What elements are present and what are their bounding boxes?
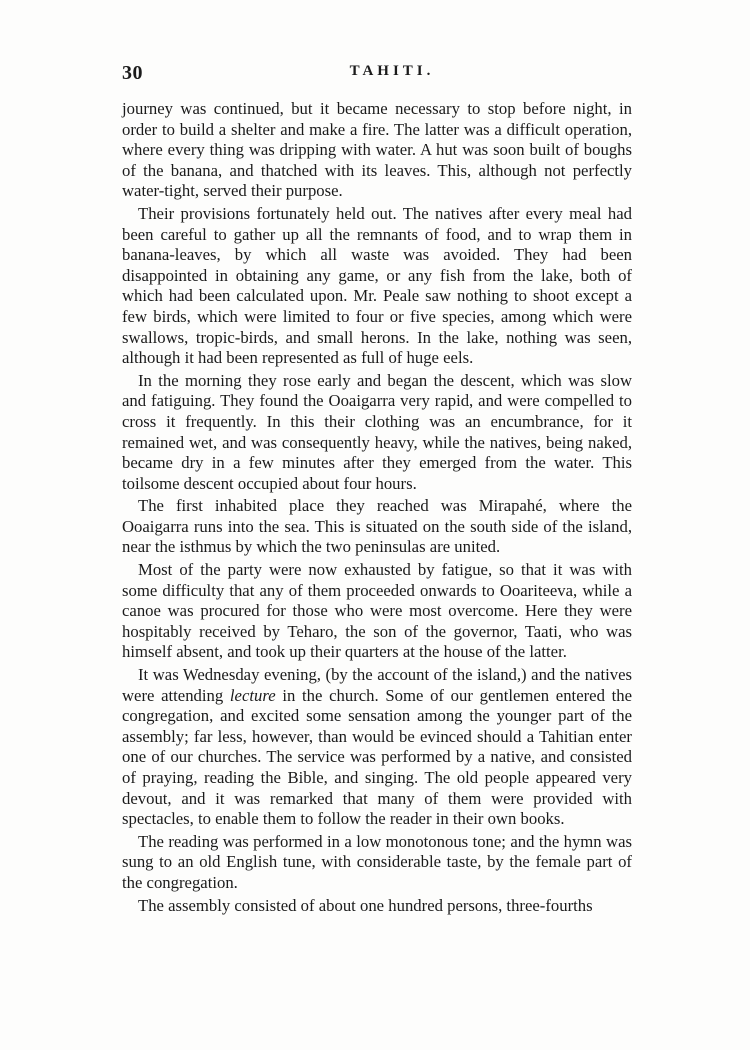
paragraph-3: In the morning they rose early and began the descent, which was slow and fatiguing. They found the Ooaigarra very rapid, and were compelled to cross it frequently. In this their clothing was an encumbrance, for it remained wet, and was consequently heavy, while the natives, being naked, became dry in a few minutes after they emerged from the water. This toilsome descent occupied about four hours. bbox=[122, 370, 632, 493]
paragraph-6-italic-word: lecture bbox=[229, 685, 276, 705]
page-number: 30 bbox=[122, 62, 143, 84]
paragraph-6-text-after: in the church. Some of our gentlemen entered the congregation, and excited some sensation among the younger part of the assembly; far less, however, than would be evinced should a Tahitian enter one of our churches. The service was performed by a native, and consisted of praying, reading the Bible, and singing. The old people appeared very devout, and it was remarked that many of them were provided with spectacles, to enable them to follow the reader in their own books. bbox=[122, 685, 632, 829]
paragraph-2: Their provisions fortunately held out. The natives after every meal had been careful to gather up all the remnants of food, and to wrap them in banana-leaves, by which all waste was avoided. They had been disappointed in obtaining any game, or any fish from the lake, both of which had been calculated upon. Mr. Peale saw nothing to shoot except a few birds, which were limited to four or five species, among which were swallows, tropic-birds, and small herons. In the lake, nothing was seen, although it had been represented as full of huge eels. bbox=[122, 203, 632, 368]
paragraph-6 bbox=[122, 665, 632, 830]
running-head: TAHITI. bbox=[349, 63, 435, 79]
paragraph-4: The first inhabited place they reached was Mirapahé, where the Ooaigarra runs into the sea. This is situated on the south side of the island, near the isthmus by which the two peninsulas are united. bbox=[122, 496, 632, 557]
paragraph-1: journey was continued, but it became necessary to stop before night, in order to build a shelter and make a fire. The latter was a difficult operation, where every thing was dripping with water. A hut was soon built of boughs of the banana, and thatched with its leaves. This, although not perfectly water-tight, served their purpose. bbox=[122, 99, 632, 201]
body-text bbox=[122, 99, 632, 916]
paragraph-8: The assembly consisted of about one hundred persons, three-fourths bbox=[138, 895, 593, 915]
paragraph-5: Most of the party were now exhausted by fatigue, so that it was with some difficulty that any of them proceeded onwards to Ooariteeva, while a canoe was procured for those who were most overcome. Here they were hospitably received by Teharo, the son of the governor, Taati, who was himself absent, and took up their quarters at the house of the latter. bbox=[122, 560, 632, 662]
page-header bbox=[122, 60, 632, 88]
paragraph-7: The reading was performed in a low monotonous tone; and the hymn was sung to an old English tune, with considerable taste, by the female part of the congregation. bbox=[122, 831, 632, 892]
paragraph-6-text-before: It was Wednesday evening, (by the account of the island,) and the natives were attending bbox=[122, 665, 632, 705]
